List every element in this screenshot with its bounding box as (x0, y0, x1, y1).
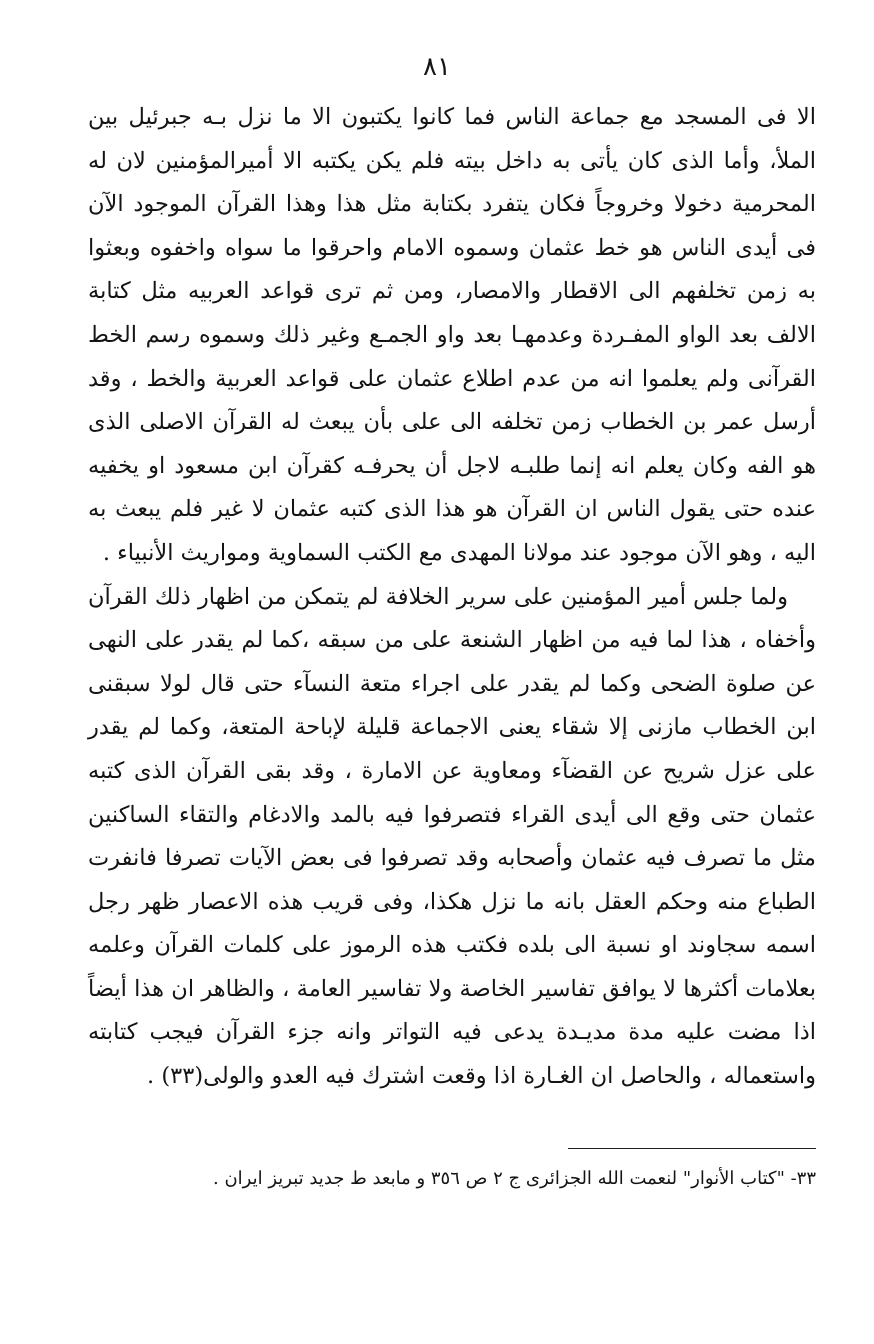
footnote: ٣٣- "كتاب الأنوار" لنعمت الله الجزائرى ج ٢ ص ٣٥٦ و مابعد ط جديد تبريز ايران . (213, 1168, 816, 1189)
paragraph-1: الا فى المسجد مع جماعة الناس فما كانوا يكتبون الا ما نزل بـه جبرئيل بين الملأ، وأما الذى كان يأتى به داخل بيته فلم يكن يكتبه الا أميرالمؤمنين لان له المحرمية دخولا وخروجاً فكان يتفرد بكتابة مثل هذا وهذا القرآن الموجود الآن فى أيدى الناس هو خط عثمان وسموه الامام واحرقوا ما سواه واخفوه وبعثوا به زمن تخلفهم الى الاقطار والامصار، ومن ثم ترى قواعد العربيه مثل كتابة الالف بعد الواو المفـردة وعدمهـا بعد واو الجمـع وغير ذلك وسموه رسم الخط القرآنى ولم يعلموا انه من عدم اطلاع عثمان على قواعد العربية والخط ، وقد أرسل عمر بن الخطاب زمن تخلفه الى على بأن يبعث له القرآن الاصلى الذى هو الفه وكان يعلم انه إنما طلبـه لاجل أن يحرفـه كقرآن ابن مسعود او يخفيه عنده حتى يقول الناس ان القرآن هو هذا الذى كتبه عثمان لا غير فلم يبعث به اليه ، وهو الآن موجود عند مولانا المهدى مع الكتب السماوية ومواريث الأنبياء . (88, 104, 816, 566)
page-number: ٨١ (423, 52, 451, 82)
body-text (88, 96, 816, 1099)
paragraph-2: ولما جلس أمير المؤمنين على سرير الخلافة لم يتمكن من اظهار ذلك القرآن وأخفاه ، هذا لما فيه من اظهار الشنعة على من سبقه ،كما لم يقدر على النهى عن صلوة الضحى وكما لم يقدر على اجراء متعة النسآء حتى قال لولا سبقنى ابن الخطاب مازنى إلا شقاء يعنى الاجماعة قليلة لإباحة المتعة، وكما لم يقدر على عزل شريح عن القضآء ومعاوية عن الامارة ، وقد بقى القرآن الذى كتبه عثمان حتى وقع الى أيدى القراء فتصرفوا فيه بالمد والادغام والتقاء الساكنين مثل ما تصرف فيه عثمان وأصحابه وقد تصرفوا فى بعض الآيات تصرفا فانفرت الطباع منه وحكم العقل بانه ما نزل هكذا، وفى قريب هذه الاعصار ظهر رجل اسمه سجاوند او نسبة الى بلده فكتب هذه الرموز على كلمات القرآن وعلمه بعلامات أكثرها لا يوافق تفاسير الخاصة ولا تفاسير العامة ، والظاهر ان هذا أيضاً اذا مضت عليه مدة مديـدة يدعى فيه التواتر وانه جزء القرآن فيجب كتابته واستعماله ، والحاصل ان الغـارة اذا وقعت اشترك فيه العدو والولى(٣٣) . (88, 583, 816, 1090)
footnote-divider (568, 1148, 816, 1149)
